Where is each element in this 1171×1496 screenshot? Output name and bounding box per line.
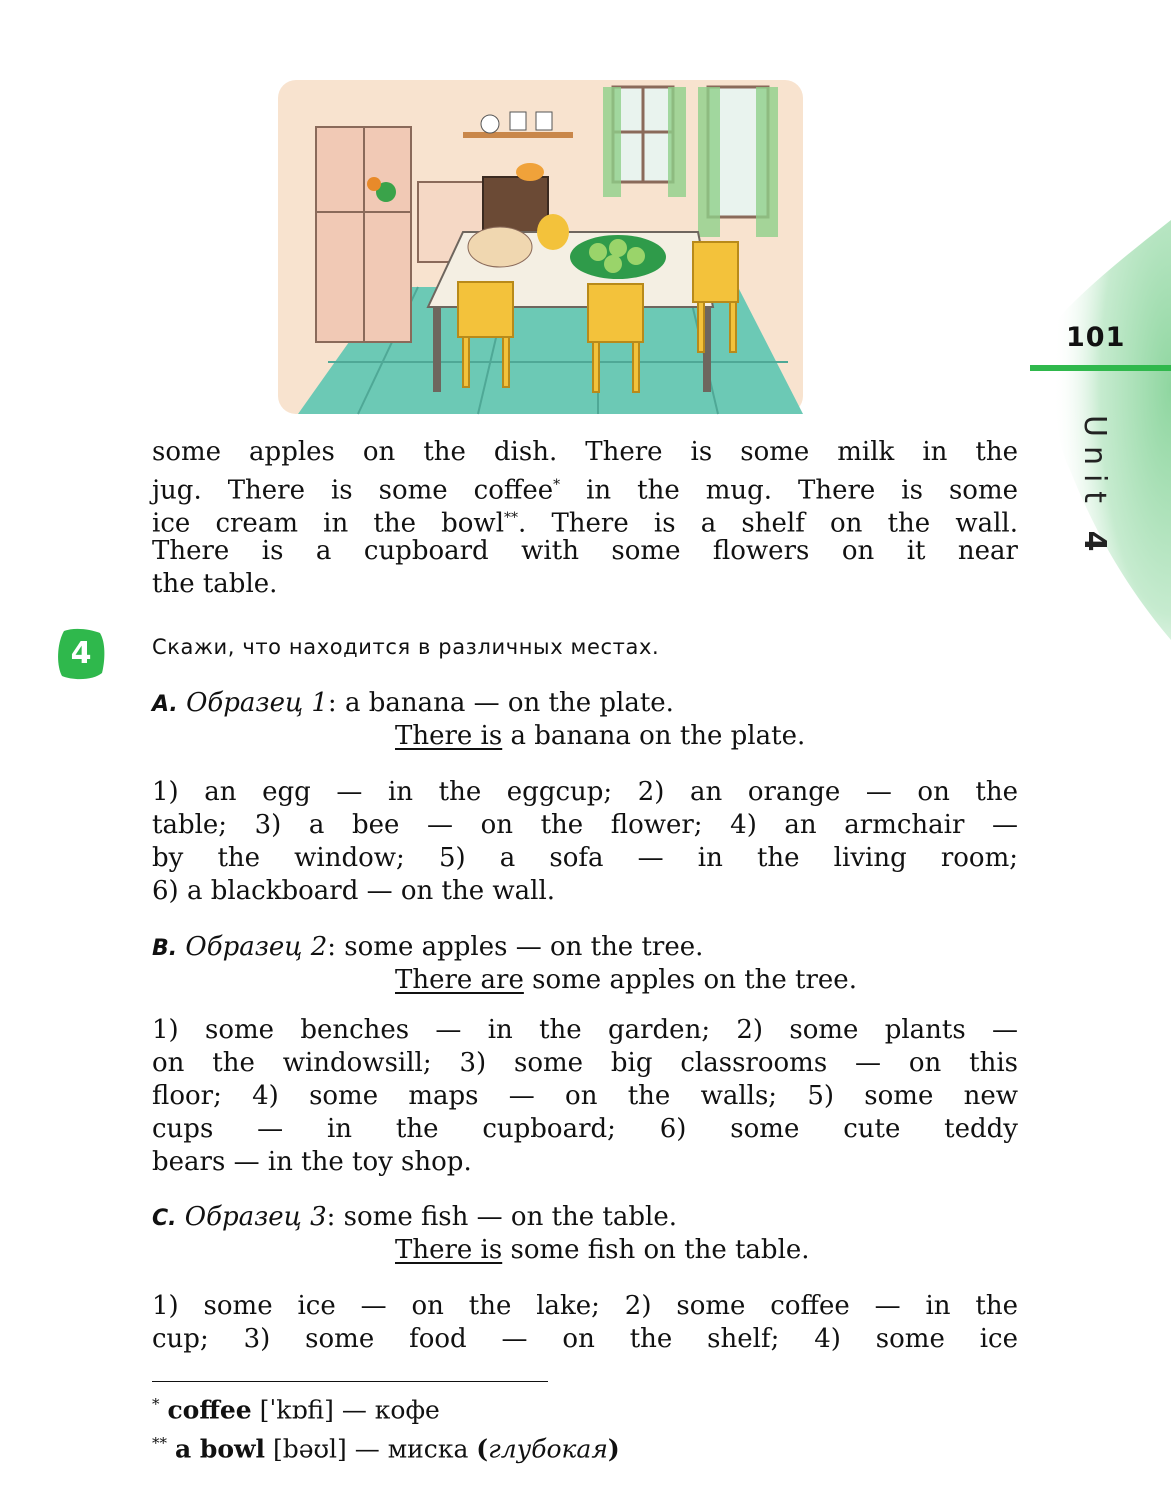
text-line: jug. There is some coffee* in the mug. There is some <box>152 475 1018 506</box>
sample-answer-underlined: There are <box>395 965 524 995</box>
part-label: C. <box>152 1206 177 1231</box>
text-line: table; 3) a bee — on the flower; 4) an armchair — <box>152 810 1018 840</box>
text-line: bears — in the toy shop. <box>152 1147 472 1177</box>
footnote-word: a bowl <box>174 1434 266 1464</box>
kitchen-illustration <box>268 72 813 422</box>
sample-prompt: : some fish — on the table. <box>326 1202 677 1232</box>
green-rule-divider <box>1030 365 1171 371</box>
footnote-note: глубокая <box>488 1434 608 1464</box>
text-line: 1) some benches — in the garden; 2) some plants — <box>152 1015 1018 1045</box>
reading-paragraph <box>152 436 1018 601</box>
text-line: cups — in the cupboard; 6) some cute teddy <box>152 1114 1018 1144</box>
part-b-items <box>152 1014 1018 1179</box>
text-line: the table. <box>152 569 278 599</box>
footnote-transcription: [bəʊl] <box>272 1434 347 1464</box>
sample-c <box>152 1201 1018 1265</box>
part-label: A. <box>152 692 178 717</box>
exercise-number: 4 <box>70 636 92 671</box>
text-line: cup; 3) some food — on the shelf; 4) some ice <box>152 1324 1018 1354</box>
footnote <box>152 1395 440 1424</box>
text-line: 1) some ice — on the lake; 2) some coffee — in the <box>152 1291 1018 1321</box>
text-line: 1) an egg — in the eggcup; 2) an orange — on the <box>152 777 1018 807</box>
part-a-items <box>152 776 1018 908</box>
part-label: B. <box>152 936 178 961</box>
sample-prompt: : a banana — on the plate. <box>327 688 674 718</box>
footnote-translation: миска <box>387 1434 469 1464</box>
sample-b <box>152 931 1018 995</box>
part-c-items <box>152 1290 1018 1356</box>
sample-label: Образец 1 <box>186 688 328 718</box>
footnote-divider <box>152 1381 548 1382</box>
text-line: some apples on the dish. There is some milk in the <box>152 437 1018 467</box>
text-line: on the windowsill; 3) some big classrooms — on this <box>152 1048 1018 1078</box>
sample-answer-underlined: There is <box>395 1235 503 1265</box>
footnote-mark: * <box>152 1395 160 1413</box>
exercise-instruction: Скажи, что находится в различных местах. <box>152 635 660 659</box>
text-line: ice cream in the bowl**. There is a shelf on the wall. <box>152 508 1018 539</box>
sample-answer: some fish on the table. <box>502 1235 810 1265</box>
footnote-translation: кофе <box>374 1395 440 1425</box>
unit-tab <box>1076 415 1112 565</box>
text-line: 6) a blackboard — on the wall. <box>152 876 556 906</box>
sample-prompt: : some apples — on the tree. <box>327 932 704 962</box>
text-line: floor; 4) some maps — on the walls; 5) some new <box>152 1081 1018 1111</box>
page-number: 101 <box>1066 322 1126 353</box>
sample-answer: a banana on the plate. <box>502 721 806 751</box>
sample-a <box>152 687 1018 751</box>
sample-label: Образец 2 <box>185 932 328 962</box>
unit-number: 4 <box>1077 530 1112 561</box>
text-line: by the window; 5) a sofa — in the living room; <box>152 843 1018 873</box>
text-line: There is a cupboard with some flowers on it near <box>152 536 1018 566</box>
footnote: ** a bowl [bəʊl] — миска (глубокая) <box>152 1434 620 1464</box>
exercise-number-badge <box>56 627 106 681</box>
footnote-mark: ** <box>152 1434 167 1452</box>
sample-answer-underlined: There is <box>395 721 503 751</box>
footnote-mark: * <box>553 477 561 493</box>
footnote-dash: — <box>354 1434 380 1464</box>
footnote-transcription: [ˈkɒfi] <box>259 1395 334 1425</box>
sample-answer: some apples on the tree. <box>523 965 857 995</box>
footnote-mark: ** <box>504 510 519 526</box>
footnote-dash: — <box>341 1395 367 1425</box>
footnote-word: coffee <box>167 1395 252 1425</box>
sample-label: Образец 3 <box>184 1202 327 1232</box>
unit-label: Unit <box>1077 415 1112 513</box>
